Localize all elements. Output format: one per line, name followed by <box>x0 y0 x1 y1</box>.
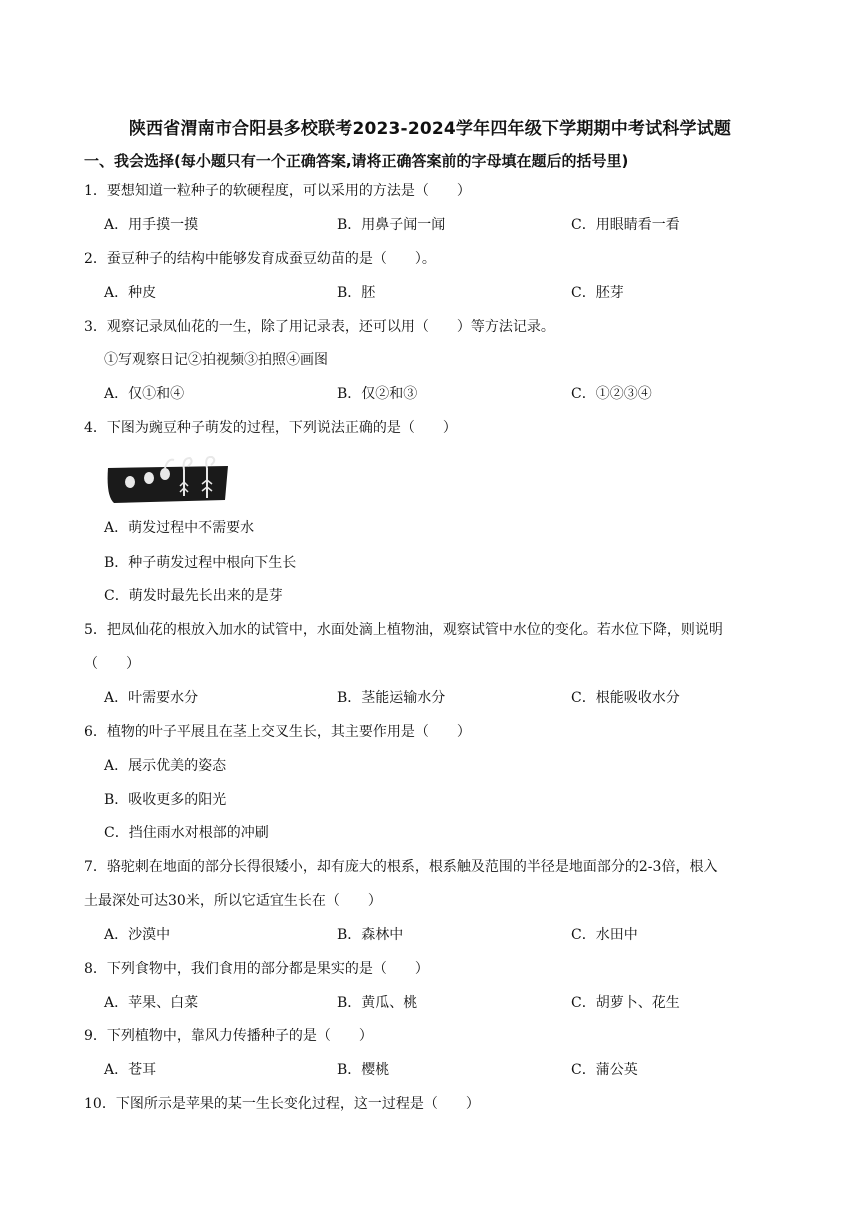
question-5-option-a: A．叶需要水分 <box>104 690 199 706</box>
question-6-option-c: C．挡住雨水对根部的冲刷 <box>104 825 269 841</box>
question-1-stem: 1．要想知道一粒种子的软硬程度，可以采用的方法是（ ） <box>84 183 471 199</box>
question-6-option-b: B．吸收更多的阳光 <box>104 792 227 808</box>
question-7-stem: 7．骆驼刺在地面的部分长得很矮小，却有庞大的根系，根系触及范围的半径是地面部分的2-3倍，根入 <box>84 859 718 875</box>
question-7-stem-continued: 土最深处可达30米，所以它适宜生长在（ ） <box>84 893 382 909</box>
question-7-option-c: C．水田中 <box>571 927 638 943</box>
question-10-stem: 10．下图所示是苹果的某一生长变化过程，这一过程是（ ） <box>84 1096 480 1112</box>
section-heading: 一、我会选择(每小题只有一个正确答案,请将正确答案前的字母填在题后的括号里) <box>84 152 629 170</box>
question-2-option-b: B．胚 <box>337 285 376 301</box>
question-8-option-b: B．黄瓜、桃 <box>337 995 418 1011</box>
question-9-option-b: B．樱桃 <box>337 1062 390 1078</box>
question-5-option-c: C．根能吸收水分 <box>571 690 680 706</box>
question-8-stem: 8．下列食物中，我们食用的部分都是果实的是（ ） <box>84 961 429 977</box>
question-3-stem: 3．观察记录凤仙花的一生，除了用记录表，还可以用（ ）等方法记录。 <box>84 319 555 335</box>
question-8-option-c: C．胡萝卜、花生 <box>571 995 680 1011</box>
question-5-option-b: B．茎能运输水分 <box>337 690 446 706</box>
question-4-option-b: B．种子萌发过程中根向下生长 <box>104 555 297 571</box>
question-4-option-a: A．萌发过程中不需要水 <box>104 520 255 536</box>
question-7-option-b: B．森林中 <box>337 927 404 943</box>
question-5-stem: 5．把凤仙花的根放入加水的试管中，水面处滴上植物油，观察试管中水位的变化。若水位下降，则说明 <box>84 622 723 638</box>
question-1-option-a: A．用手摸一摸 <box>104 217 199 233</box>
question-9-option-c: C．蒲公英 <box>571 1062 638 1078</box>
question-4-stem: 4．下图为豌豆种子萌发的过程，下列说法正确的是（ ） <box>84 420 457 436</box>
question-2-option-c: C．胚芽 <box>571 285 624 301</box>
question-9-option-a: A．苍耳 <box>104 1062 157 1078</box>
question-5-stem-continued: （ ） <box>84 656 140 672</box>
question-3-option-b: B．仅②和③ <box>337 386 418 402</box>
question-1-option-c: C．用眼睛看一看 <box>571 217 680 233</box>
page-title: 陕西省渭南市合阳县多校联考2023-2024学年四年级下学期期中考试科学试题 <box>128 119 732 139</box>
question-6-stem: 6．植物的叶子平展且在茎上交叉生长，其主要作用是（ ） <box>84 724 471 740</box>
question-3-option-c: C．①②③④ <box>571 386 652 402</box>
question-2-option-a: A．种皮 <box>104 285 157 301</box>
pea-germination-image <box>104 456 230 504</box>
question-8-option-a: A．苹果、白菜 <box>104 995 199 1011</box>
question-4-option-c: C．萌发时最先长出来的是芽 <box>104 588 283 604</box>
question-3-choices-list: ①写观察日记②拍视频③拍照④画图 <box>104 352 328 368</box>
question-3-option-a: A．仅①和④ <box>104 386 185 402</box>
question-1-option-b: B．用鼻子闻一闻 <box>337 217 446 233</box>
question-9-stem: 9．下列植物中，靠风力传播种子的是（ ） <box>84 1028 373 1044</box>
question-7-option-a: A．沙漠中 <box>104 927 171 943</box>
question-2-stem: 2．蚕豆种子的结构中能够发育成蚕豆幼苗的是（ ）。 <box>84 251 436 267</box>
question-6-option-a: A．展示优美的姿态 <box>104 758 227 774</box>
